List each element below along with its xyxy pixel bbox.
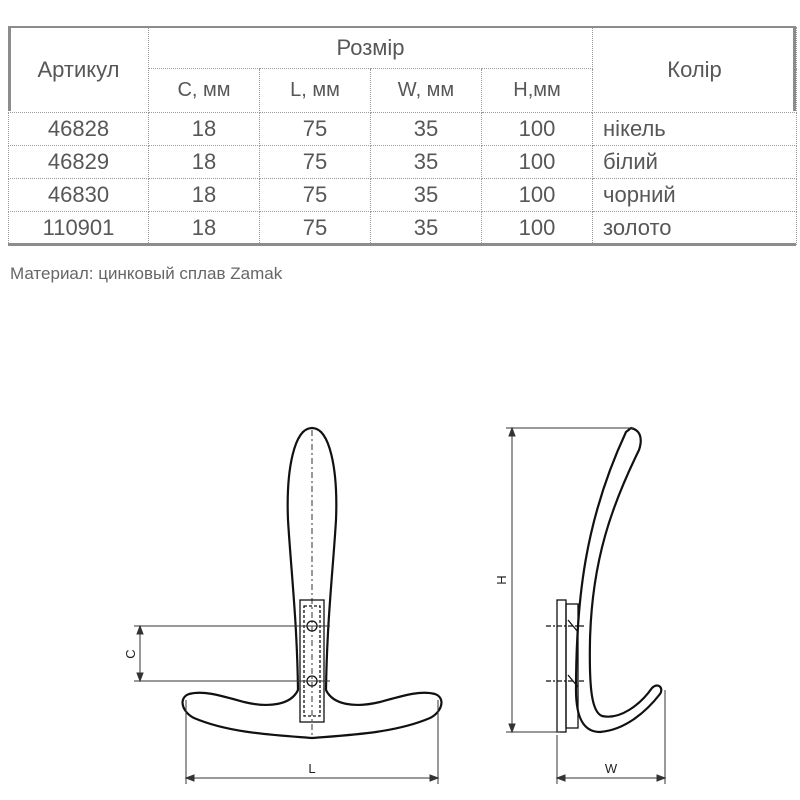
- cell-color: нікель: [593, 113, 797, 146]
- subheader-l: L, мм: [260, 69, 371, 113]
- cell-w: 35: [371, 113, 482, 146]
- side-mount-plate: [546, 600, 586, 732]
- cell-w: 35: [371, 146, 482, 179]
- label-w: W: [604, 761, 618, 776]
- label-l: L: [308, 761, 316, 776]
- cell-l: 75: [260, 212, 371, 245]
- cell-color: чорний: [593, 179, 797, 212]
- hook-side-outline: [576, 428, 661, 732]
- subheader-h: H,мм: [482, 69, 593, 113]
- dimension-h: [506, 428, 634, 732]
- header-size: Розмір: [149, 28, 593, 69]
- material-note: Материал: цинковый сплав Zamak: [10, 264, 283, 283]
- cell-article: 46828: [9, 113, 149, 146]
- header-color: Колір: [593, 28, 797, 113]
- front-mount-plate: [300, 600, 324, 722]
- side-view: [576, 428, 661, 732]
- cell-w: 35: [371, 212, 482, 245]
- cell-l: 75: [260, 146, 371, 179]
- cell-l: 75: [260, 179, 371, 212]
- cell-color: білий: [593, 146, 797, 179]
- subheader-c: C, мм: [149, 69, 260, 113]
- cell-c: 18: [149, 146, 260, 179]
- subheader-w: W, мм: [371, 69, 482, 113]
- cell-article: 46829: [9, 146, 149, 179]
- header-article: Артикул: [9, 28, 149, 113]
- cell-c: 18: [149, 179, 260, 212]
- cell-h: 100: [482, 212, 593, 245]
- label-c: C: [123, 649, 138, 659]
- cell-l: 75: [260, 113, 371, 146]
- cell-article: 110901: [9, 212, 149, 245]
- cell-w: 35: [371, 179, 482, 212]
- cell-c: 18: [149, 212, 260, 245]
- label-h: H: [494, 575, 509, 585]
- cell-c: 18: [149, 113, 260, 146]
- cell-article: 46830: [9, 179, 149, 212]
- cell-h: 100: [482, 113, 593, 146]
- cell-color: золото: [593, 212, 797, 245]
- cell-h: 100: [482, 146, 593, 179]
- cell-h: 100: [482, 179, 593, 212]
